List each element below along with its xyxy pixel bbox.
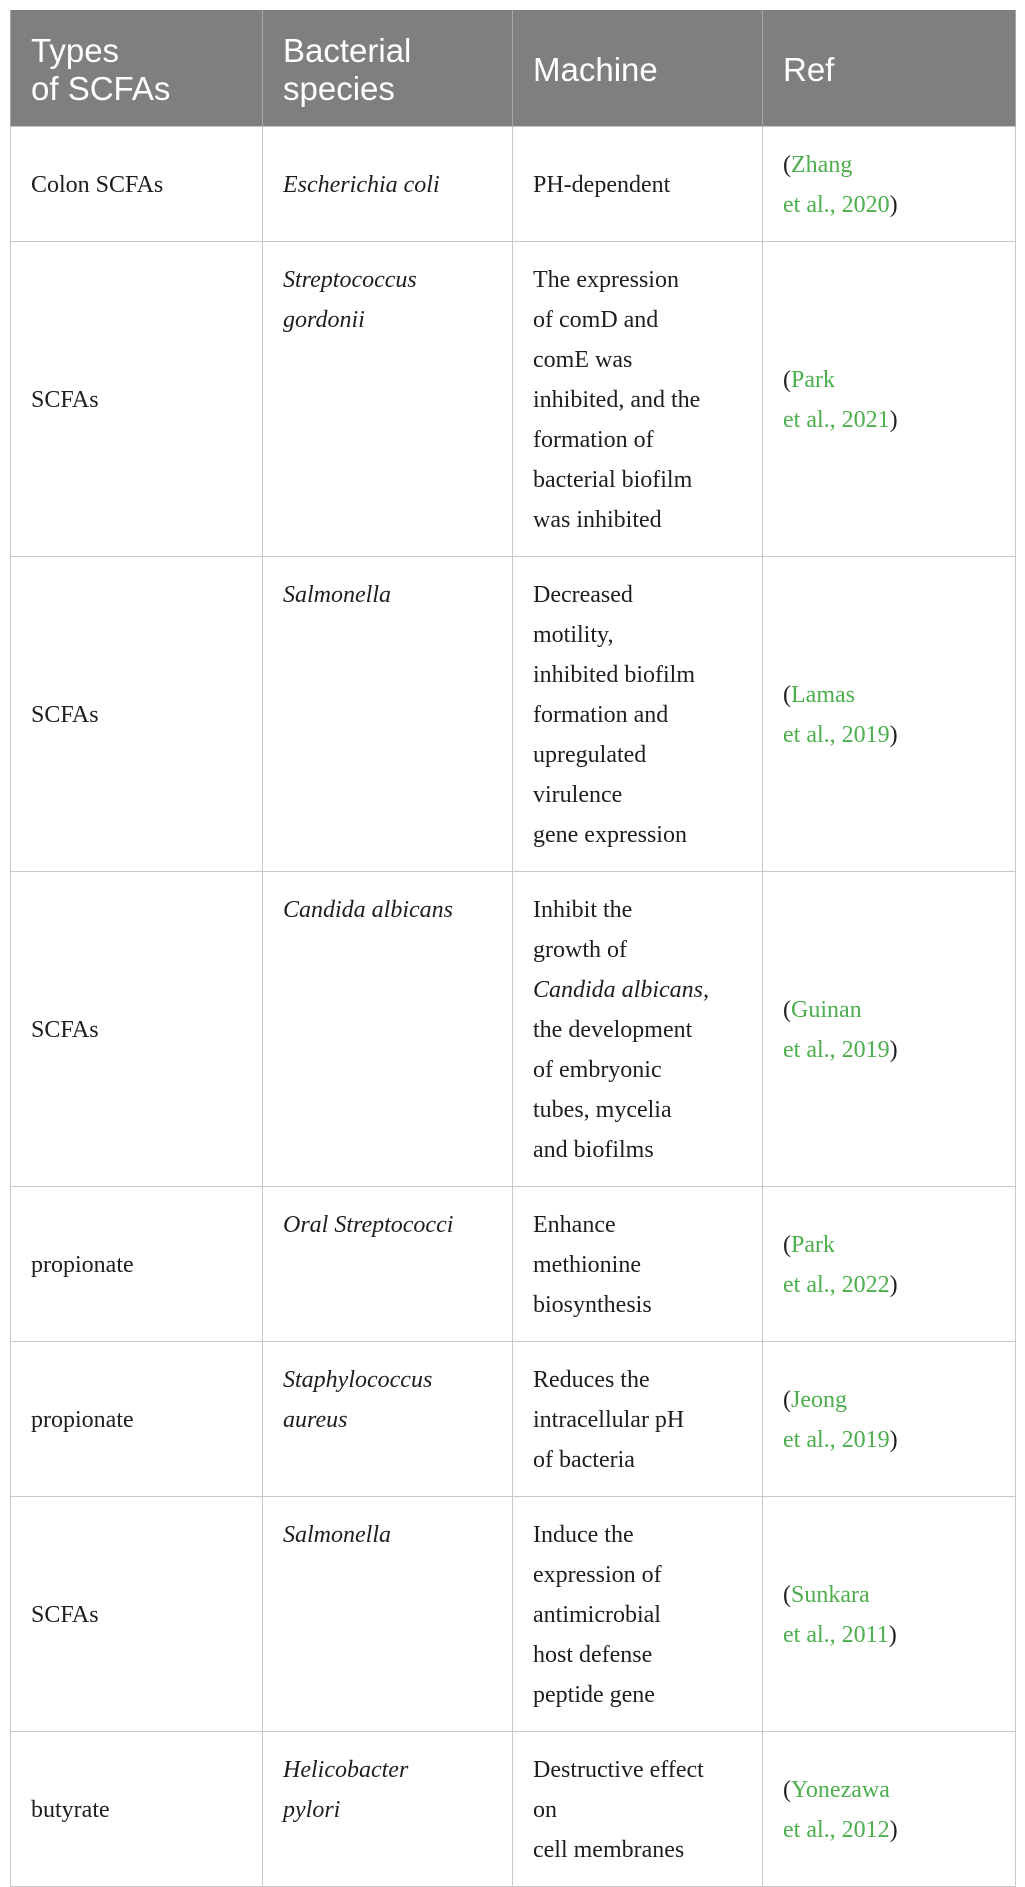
header-types xyxy=(11,10,263,127)
cell-ref xyxy=(763,127,1016,242)
close-paren: ) xyxy=(889,722,898,748)
machine-line: Reduces the xyxy=(533,1367,650,1393)
cell-species xyxy=(263,1497,513,1732)
header-types-line2: of SCFAs xyxy=(31,70,171,107)
close-paren: ) xyxy=(889,192,898,218)
citation-link[interactable]: Park xyxy=(791,1232,835,1258)
machine-line: antimicrobial xyxy=(533,1602,661,1628)
cell-type: SCFAs xyxy=(11,242,263,557)
table-row xyxy=(11,1732,1016,1887)
header-ref-line1: Ref xyxy=(783,51,835,88)
species-line: Escherichia coli xyxy=(283,172,440,198)
citation-link[interactable]: Lamas xyxy=(791,682,855,708)
open-paren: ( xyxy=(783,1232,791,1258)
close-paren: ) xyxy=(889,407,898,433)
ref-line xyxy=(783,1615,995,1655)
machine-line: PH-dependent xyxy=(533,172,671,198)
citation-link[interactable]: Sunkara xyxy=(791,1582,870,1608)
species-line: Salmonella xyxy=(283,582,391,608)
close-paren: ) xyxy=(888,1622,897,1648)
close-paren: ) xyxy=(889,1817,898,1843)
cell-species xyxy=(263,1187,513,1342)
scfa-table xyxy=(10,10,1016,1887)
ref-line xyxy=(783,1810,995,1850)
machine-line: tubes, mycelia xyxy=(533,1097,672,1123)
machine-line: virulence xyxy=(533,782,623,808)
cell-ref xyxy=(763,1732,1016,1887)
cell-species xyxy=(263,127,513,242)
table-container xyxy=(10,10,1015,1887)
cell-species xyxy=(263,557,513,872)
cell-ref xyxy=(763,1342,1016,1497)
table-body xyxy=(11,127,1016,1887)
machine-line: peptide gene xyxy=(533,1682,655,1708)
citation-link[interactable]: Jeong xyxy=(791,1387,847,1413)
citation-link[interactable]: Park xyxy=(791,367,835,393)
species-line: aureus xyxy=(283,1407,348,1433)
header-machine-line1: Machine xyxy=(533,51,658,88)
cell-ref xyxy=(763,242,1016,557)
open-paren: ( xyxy=(783,152,791,178)
citation-link[interactable]: et al., 2019 xyxy=(783,1037,890,1063)
citation-link[interactable]: Zhang xyxy=(791,152,853,178)
citation-link[interactable]: et al., 2020 xyxy=(783,192,890,218)
machine-line: methionine xyxy=(533,1252,641,1278)
cell-type: SCFAs xyxy=(11,872,263,1187)
machine-line: The expression xyxy=(533,267,679,293)
ref-line xyxy=(783,715,995,755)
ref-line xyxy=(783,185,995,225)
ref-line xyxy=(783,1225,995,1265)
machine-line: on xyxy=(533,1797,557,1823)
species-line: pylori xyxy=(283,1797,341,1823)
ref-line xyxy=(783,675,995,715)
machine-line: inhibited biofilm xyxy=(533,662,695,688)
ref-line xyxy=(783,1265,995,1305)
cell-machine xyxy=(513,1497,763,1732)
machine-line: upregulated xyxy=(533,742,647,768)
machine-line: growth of xyxy=(533,937,627,963)
machine-line: Destructive effect xyxy=(533,1757,704,1783)
citation-link[interactable]: et al., 2012 xyxy=(783,1817,890,1843)
cell-type: SCFAs xyxy=(11,1497,263,1732)
table-row xyxy=(11,557,1016,872)
cell-species xyxy=(263,1732,513,1887)
citation-link[interactable]: et al., 2019 xyxy=(783,722,890,748)
cell-type: butyrate xyxy=(11,1732,263,1887)
species-line: Streptococcus xyxy=(283,267,417,293)
open-paren: ( xyxy=(783,1387,791,1413)
cell-ref xyxy=(763,872,1016,1187)
machine-line: Decreased xyxy=(533,582,633,608)
machine-line: of comD and xyxy=(533,307,659,333)
citation-link[interactable]: et al., 2011 xyxy=(783,1622,889,1648)
cell-machine xyxy=(513,1187,763,1342)
ref-line xyxy=(783,1420,995,1460)
header-row xyxy=(11,10,1016,127)
table-header xyxy=(11,10,1016,127)
cell-type: propionate xyxy=(11,1342,263,1497)
header-machine xyxy=(513,10,763,127)
cell-machine xyxy=(513,872,763,1187)
open-paren: ( xyxy=(783,997,791,1023)
header-species xyxy=(263,10,513,127)
machine-line: host defense xyxy=(533,1642,653,1668)
species-line: Helicobacter xyxy=(283,1757,409,1783)
table-row xyxy=(11,127,1016,242)
citation-link[interactable]: et al., 2021 xyxy=(783,407,890,433)
citation-link[interactable]: et al., 2019 xyxy=(783,1427,890,1453)
header-ref xyxy=(763,10,1016,127)
open-paren: ( xyxy=(783,1777,791,1803)
machine-line: Induce the xyxy=(533,1522,634,1548)
cell-type: Colon SCFAs xyxy=(11,127,263,242)
table-row xyxy=(11,242,1016,557)
table-row xyxy=(11,872,1016,1187)
open-paren: ( xyxy=(783,1582,791,1608)
citation-link[interactable]: Yonezawa xyxy=(791,1777,890,1803)
ref-line xyxy=(783,1770,995,1810)
header-species-line2: species xyxy=(283,70,395,107)
cell-machine xyxy=(513,557,763,872)
machine-line: formation and xyxy=(533,702,669,728)
table-row xyxy=(11,1187,1016,1342)
cell-type: propionate xyxy=(11,1187,263,1342)
citation-link[interactable]: Guinan xyxy=(791,997,862,1023)
machine-line: and biofilms xyxy=(533,1137,654,1163)
close-paren: ) xyxy=(889,1037,898,1063)
cell-species xyxy=(263,242,513,557)
close-paren: ) xyxy=(889,1427,898,1453)
species-line: Staphylococcus xyxy=(283,1367,433,1393)
machine-line: of embryonic xyxy=(533,1057,662,1083)
cell-species xyxy=(263,872,513,1187)
machine-line: was inhibited xyxy=(533,507,662,533)
machine-line: formation of xyxy=(533,427,654,453)
citation-link[interactable]: et al., 2022 xyxy=(783,1272,890,1298)
species-line: Candida albicans xyxy=(283,897,454,923)
machine-line: expression of xyxy=(533,1562,662,1588)
cell-type: SCFAs xyxy=(11,557,263,872)
species-line: Oral Streptococci xyxy=(283,1212,454,1238)
table-row xyxy=(11,1342,1016,1497)
machine-line: Inhibit the xyxy=(533,897,633,923)
machine-line: gene expression xyxy=(533,822,687,848)
cell-ref xyxy=(763,1497,1016,1732)
header-species-line1: Bacterial xyxy=(283,32,412,69)
machine-line: intracellular pH xyxy=(533,1407,685,1433)
machine-line: inhibited, and the xyxy=(533,387,701,413)
species-line: gordonii xyxy=(283,307,365,333)
ref-line xyxy=(783,1575,995,1615)
cell-species xyxy=(263,1342,513,1497)
ref-line xyxy=(783,400,995,440)
machine-line: Candida albicans, xyxy=(533,977,710,1003)
header-types-line1: Types xyxy=(31,32,120,69)
table-row xyxy=(11,1497,1016,1732)
cell-machine xyxy=(513,127,763,242)
ref-line xyxy=(783,1380,995,1420)
ref-line xyxy=(783,145,995,185)
ref-line xyxy=(783,360,995,400)
machine-line: biosynthesis xyxy=(533,1292,652,1318)
cell-machine xyxy=(513,1342,763,1497)
machine-line: motility, xyxy=(533,622,614,648)
machine-line: comE was xyxy=(533,347,633,373)
ref-line xyxy=(783,1030,995,1070)
close-paren: ) xyxy=(889,1272,898,1298)
cell-machine xyxy=(513,1732,763,1887)
ref-line xyxy=(783,990,995,1030)
cell-ref xyxy=(763,557,1016,872)
cell-ref xyxy=(763,1187,1016,1342)
species-line: Salmonella xyxy=(283,1522,391,1548)
machine-line: the development xyxy=(533,1017,693,1043)
machine-line: bacterial biofilm xyxy=(533,467,693,493)
machine-line: of bacteria xyxy=(533,1447,635,1473)
machine-line: cell membranes xyxy=(533,1837,685,1863)
open-paren: ( xyxy=(783,367,791,393)
machine-line: Enhance xyxy=(533,1212,616,1238)
cell-machine xyxy=(513,242,763,557)
open-paren: ( xyxy=(783,682,791,708)
